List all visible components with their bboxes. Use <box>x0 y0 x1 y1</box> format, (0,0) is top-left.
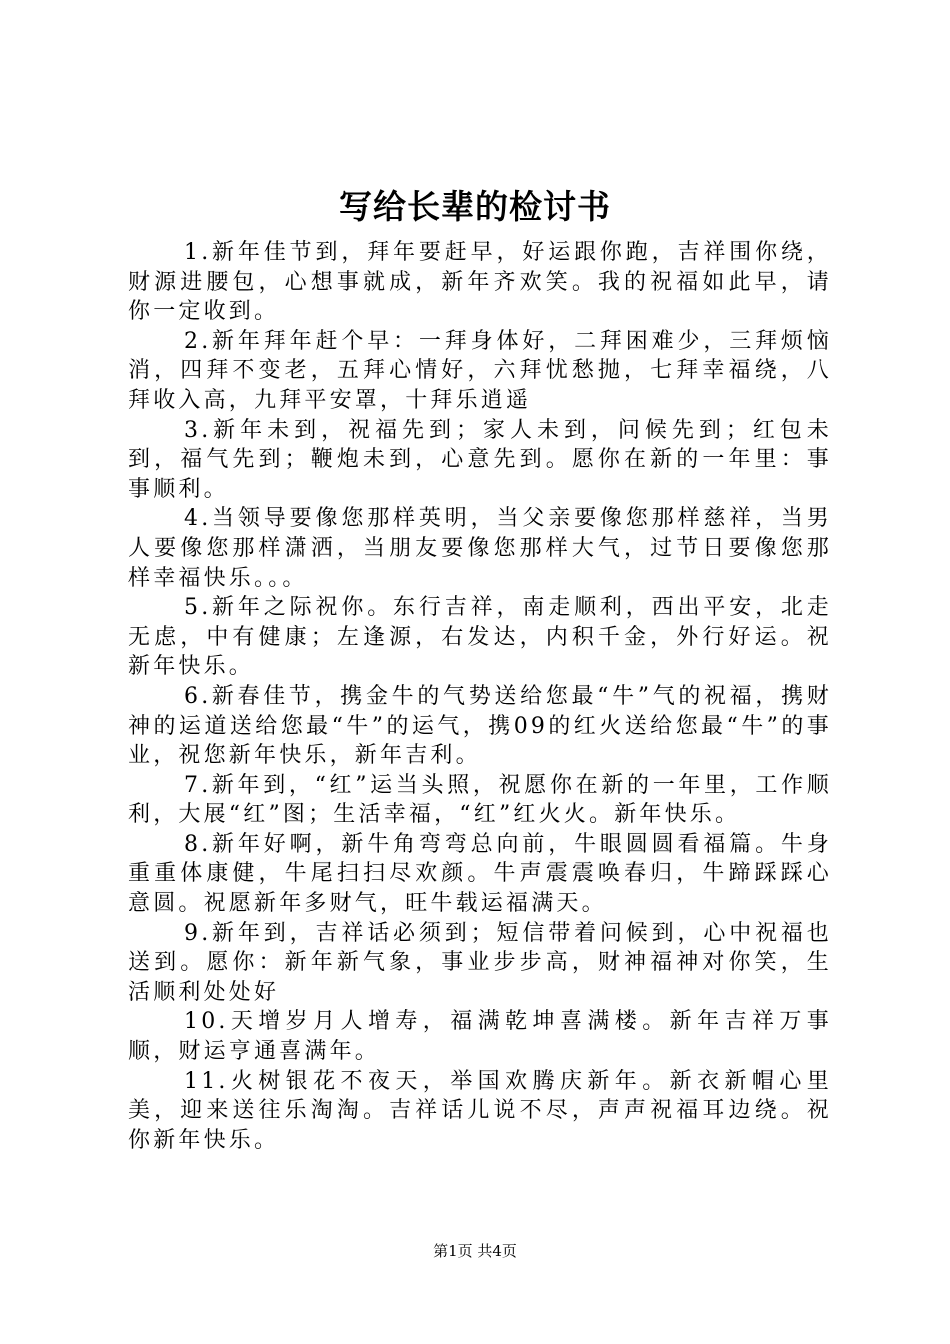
paragraph-10: 10.天增岁月人增寿，福满乾坤喜满楼。新年吉祥万事顺，财运亨通喜满年。 <box>128 1009 832 1065</box>
document-body <box>128 238 832 1155</box>
paragraph-9: 9.新年到，吉祥话必须到；短信带着问候到，心中祝福也送到。愿你：新年新气象，事业步步高，财神福神对你笑，生活顺利处处好 <box>128 920 832 1005</box>
paragraph-4: 4.当领导要像您那样英明，当父亲要像您那样慈祥，当男人要像您那样潇洒，当朋友要像您那样大气，过节日要像您那样幸福快乐。。。 <box>128 506 832 591</box>
paragraph-1: 1.新年佳节到，拜年要赶早，好运跟你跑，吉祥围你绕，财源进腰包，心想事就成，新年齐欢笑。我的祝福如此早，请你一定收到。 <box>128 240 832 325</box>
paragraph-2: 2.新年拜年赶个早：一拜身体好，二拜困难少，三拜烦恼消，四拜不变老，五拜心情好，六拜忧愁抛，七拜幸福绕，八拜收入高，九拜平安罩，十拜乐逍遥 <box>128 328 832 413</box>
document-title: 写给长辈的检讨书 <box>339 187 611 226</box>
page-number-footer: 第1页 共4页 <box>433 1242 517 1260</box>
paragraph-8: 8.新年好啊，新牛角弯弯总向前，牛眼圆圆看福篇。牛身重重体康健，牛尾扫扫尽欢颜。牛声震震唤春归，牛蹄踩踩心意圆。祝愿新年多财气，旺牛载运福满天。 <box>128 831 832 917</box>
paragraph-7: 7.新年到，“红”运当头照，祝愿你在新的一年里，工作顺利，大展“红”图；生活幸福，“红”红火火。新年快乐。 <box>128 772 832 828</box>
paragraph-6: 6.新春佳节，携金牛的气势送给您最“牛”气的祝福，携财神的运道送给您最“牛”的运气，携09的红火送给您最“牛”的事业，祝您新年快乐，新年吉利。 <box>128 683 832 769</box>
paragraph-3: 3.新年未到，祝福先到；家人未到，问候先到；红包未到，福气先到；鞭炮未到，心意先到。愿你在新的一年里：事事顺利。 <box>128 417 832 502</box>
paragraph-5: 5.新年之际祝你。东行吉祥，南走顺利，西出平安，北走无虑，中有健康；左逢源，右发达，内积千金，外行好运。祝新年快乐。 <box>128 595 832 680</box>
paragraph-11: 11.火树银花不夜天，举国欢腾庆新年。新衣新帽心里美，迎来送往乐淘淘。吉祥话儿说不尽，声声祝福耳边绕。祝你新年快乐。 <box>128 1068 832 1153</box>
